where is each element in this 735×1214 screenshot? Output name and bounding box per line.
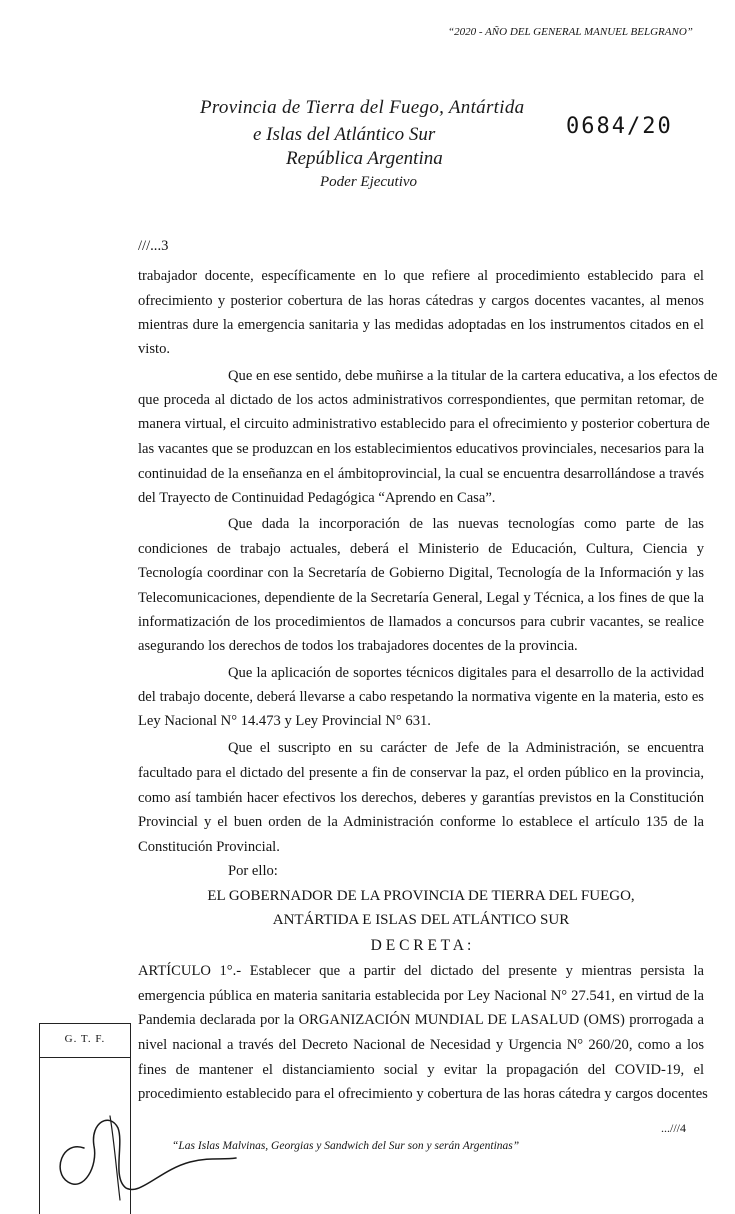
page-reference: ///...3 xyxy=(138,238,169,254)
body-line: trabajador docente, específicamente en lo que refiere al procedimiento establecido para el xyxy=(138,268,704,284)
document-number: 0684/20 xyxy=(566,114,673,139)
body-line: fines de mantener el distanciamiento social y evitar la propagación del COVID-19, el xyxy=(138,1062,704,1078)
branch-line: Poder Ejecutivo xyxy=(320,174,418,190)
footer-motto: “Las Islas Malvinas, Georgias y Sandwich del Sur son y serán Argentinas” xyxy=(172,1140,520,1152)
body-line: Que el suscripto en su carácter de Jefe de la Administración, se encuentra xyxy=(228,740,704,756)
body-line: emergencia pública en materia sanitaria establecida por Ley Nacional N° 27.541, en virtud de la xyxy=(138,988,704,1004)
body-line: mientras dure la emergencia sanitaria y las medidas adoptadas en los instrumentos citados en el xyxy=(138,317,704,333)
gtf-label: G. T. F. xyxy=(64,1033,106,1045)
body-line: Que en ese sentido, debe muñirse a la titular de la cartera educativa, a los efectos de xyxy=(228,368,718,384)
body-line: Tecnología coordinar con la Secretaría de Gobierno Digital, Tecnología de la Información y las xyxy=(138,565,704,581)
body-line: ofrecimiento y posterior cobertura de las horas cátedras y cargos docentes vacantes, al menos xyxy=(138,293,704,309)
province-line-2: e Islas del Atlántico Sur xyxy=(253,124,436,145)
body-line: Pandemia declarada por la ORGANIZACIÓN MUNDIAL DE LASALUD (OMS) prorrogada a xyxy=(138,1012,704,1028)
province-line-1: Provincia de Tierra del Fuego, Antártida xyxy=(200,97,525,118)
governor-line-1: EL GOBERNADOR DE LA PROVINCIA DE TIERRA DEL FUEGO, xyxy=(207,888,635,904)
por-ello: Por ello: xyxy=(228,863,278,879)
body-line: como así también hacer efectivos los derechos, deberes y garantías previstos en la Constitución xyxy=(138,790,704,806)
country-line: República Argentina xyxy=(286,148,443,169)
body-line: asegurando los derechos de todos los trabajadores docentes de la provincia. xyxy=(138,638,578,654)
body-line: Que la aplicación de soportes técnicos digitales para el desarrollo de la actividad xyxy=(228,665,704,681)
signature-mark xyxy=(40,1100,240,1205)
body-line: las vacantes que se produzcan en los establecimientos educativos provinciales, necesarios para la xyxy=(138,441,705,457)
body-line: que proceda al dictado de los actos administrativos correspondientes, que permitan retomar, de xyxy=(138,392,704,408)
body-line: Que dada la incorporación de las nuevas tecnologías como parte de las xyxy=(228,516,704,532)
governor-line-2: ANTÁRTIDA E ISLAS DEL ATLÁNTICO SUR xyxy=(272,912,570,928)
body-line: Telecomunicaciones, dependiente de la Secretaría General, Legal y Técnica, a los fines de que la xyxy=(138,590,704,606)
body-line: Provincial y el buen orden de la Administración conforme lo establece el artículo 135 de la xyxy=(138,814,704,830)
continuation-marker: ...///4 xyxy=(661,1121,687,1135)
body-line: ARTÍCULO 1°.- Establecer que a partir del dictado del presente y mientras persista la xyxy=(138,963,704,979)
body-line: visto. xyxy=(138,341,171,357)
body-line: nivel nacional a través del Decreto Nacional de Necesidad y Urgencia N° 260/20, como a los xyxy=(138,1037,704,1053)
year-motto: “2020 - AÑO DEL GENERAL MANUEL BELGRANO” xyxy=(448,26,693,38)
body-line: del trabajo docente, deberá llevarse a cabo respetando la normativa vigente en la materia, esto es xyxy=(138,689,704,705)
body-line: del Trayecto de Continuidad Pedagógica “Aprendo en Casa”. xyxy=(138,490,496,506)
body-line: Ley Nacional N° 14.473 y Ley Provincial N° 631. xyxy=(138,713,431,729)
stamp-divider xyxy=(40,1057,130,1058)
body-line: Constitución Provincial. xyxy=(138,839,280,855)
decreta-heading: D E C R E T A : xyxy=(370,937,472,954)
body-line: manera virtual, el circuito administrativo establecido para el ofrecimiento y posterior cobertura de xyxy=(138,416,710,432)
body-line: condiciones de trabajo actuales, deberá el Ministerio de Educación, Cultura, Ciencia y xyxy=(138,541,704,557)
body-line: procedimiento establecido para el ofrecimiento y cobertura de las horas cátedra y cargos docentes xyxy=(138,1086,708,1102)
body-line: informatización de los procedimientos de llamados a concursos para cubrir vacantes, se realice xyxy=(138,614,704,630)
body-line: facultado para el dictado del presente a fin de conservar la paz, el orden público en la provincia, xyxy=(138,765,704,781)
body-line: continuidad de la enseñanza en el ámbitoprovincial, la cual se encuentra desarrollándose a través xyxy=(138,466,704,482)
